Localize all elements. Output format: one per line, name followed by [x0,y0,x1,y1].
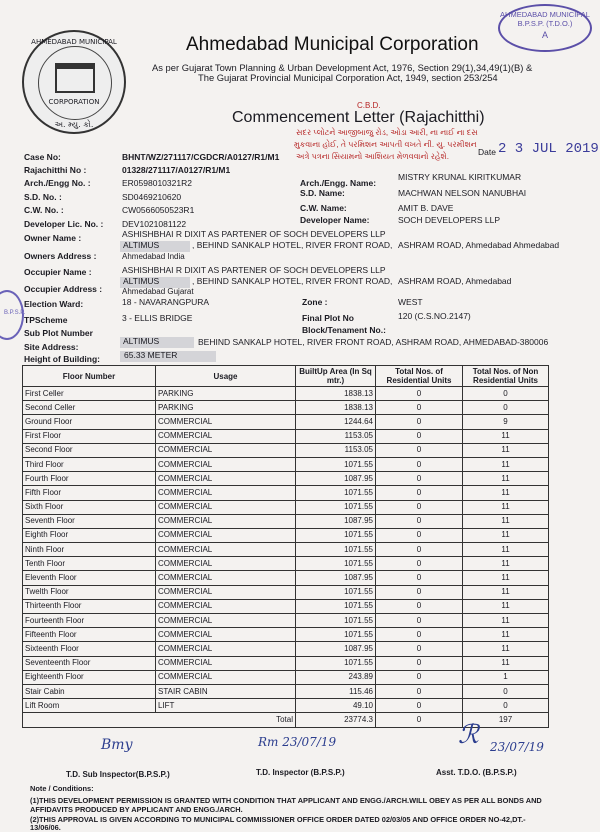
floor-name: Sixth Floor [23,500,156,514]
table-row [23,599,549,613]
seal-bottom-text: અ. મ્યુ. કો. [54,120,94,129]
owner-name-label: Owner Name : [24,233,82,243]
floor-area: 1071.55 [296,500,376,514]
table-row [23,699,549,713]
floor-area: 1071.55 [296,614,376,628]
floor-usage: COMMERCIAL [156,642,296,656]
floor-nonres-units: 11 [463,514,549,528]
floor-name: Twelth Floor [23,585,156,599]
stamp-line2: B.P.S.P. (T.D.O.) [517,19,573,28]
dev-lic-no: DEV1021081122 [122,219,187,229]
inspector-signature: Rm 23/07/19 [258,735,337,749]
side-stamp-text: B.P.S.P. [4,310,26,316]
floor-name: Lift Room [23,699,156,713]
floor-nonres-units: 11 [463,571,549,585]
cw-name-label: C.W. Name: [300,203,347,213]
floor-name: Ninth Floor [23,543,156,557]
floor-usage: COMMERCIAL [156,628,296,642]
sd-no: SD0469210620 [122,192,182,202]
floor-res-units: 0 [376,557,463,571]
zone-label: Zone : [302,297,328,307]
stamp-line1: AHMEDABAD MUNICIPAL [500,10,590,19]
floor-nonres-units: 11 [463,443,549,457]
floor-area: 1071.55 [296,457,376,471]
floor-res-units: 0 [376,472,463,486]
table-row [23,670,549,684]
inspector-label: T.D. Inspector (B.P.S.P.) [256,768,345,777]
col-residential-units: Total Nos. of Residential Units [376,366,463,387]
table-row [23,628,549,642]
floor-name: Second Floor [23,443,156,457]
cw-name: AMIT B. DAVE [398,203,454,213]
floor-usage: COMMERCIAL [156,514,296,528]
floor-area: 1838.13 [296,387,376,401]
floor-nonres-units: 11 [463,429,549,443]
cw-no-label: C.W. No. : [24,205,64,215]
floor-area: 1071.55 [296,599,376,613]
floor-nonres-units: 11 [463,557,549,571]
floor-usage: COMMERCIAL [156,557,296,571]
occupier-address-4: Ahmedabad Gujarat [122,287,194,296]
occupier-address-label: Occupier Address : [24,284,103,294]
floor-usage: COMMERCIAL [156,670,296,684]
floor-res-units: 0 [376,614,463,628]
floor-res-units: 0 [376,415,463,429]
dev-name-label: Developer Name: [300,215,370,225]
floor-nonres-units: 11 [463,543,549,557]
floor-area: 1071.55 [296,656,376,670]
floor-usage: PARKING [156,387,296,401]
table-row [23,543,549,557]
note-2-line-2: 13/06/06. [30,823,61,832]
floor-res-units: 0 [376,543,463,557]
floor-nonres-units: 11 [463,486,549,500]
table-row [23,656,549,670]
floor-nonres-units: 0 [463,699,549,713]
floor-res-units: 0 [376,457,463,471]
table-row [23,387,549,401]
floor-area: 1071.55 [296,557,376,571]
dev-lic-label: Developer Lic. No. : [24,219,104,229]
cw-no: CW0566050523R1 [122,205,195,215]
occupier-address-3: ASHRAM ROAD, Ahmedabad [398,276,512,286]
floor-name: Seventeenth Floor [23,656,156,670]
floor-usage: PARKING [156,401,296,415]
case-no: BHNT/WZ/271117/CGDCR/A0127/R1/M1 [122,152,280,162]
total-label: Total [156,713,296,727]
table-row [23,401,549,415]
site-address-label: Site Address: [24,342,79,352]
floor-nonres-units: 11 [463,472,549,486]
table-row [23,486,549,500]
table-row [23,443,549,457]
col-floor-number: Floor Number [23,366,156,387]
floor-nonres-units: 11 [463,642,549,656]
floor-area: 1071.55 [296,486,376,500]
floor-area: 1071.55 [296,528,376,542]
occupier-name-label: Occupier Name : [24,267,92,277]
floor-name: Eighteenth Floor [23,670,156,684]
rajachitthi-no: 01328/271117/A0127/R1/M1 [122,165,231,175]
owner-address-label: Owners Address : [24,251,97,261]
floor-res-units: 0 [376,642,463,656]
final-plot-no: 120 (C.S.NO.2147) [398,311,471,321]
floor-usage: STAIR CABIN [156,684,296,698]
zone: WEST [398,297,423,307]
act-line-1: As per Gujarat Town Planning & Urban Development Act, 1976, Section 29(1),34,49(1)(B) & [152,62,533,73]
sd-name: MACHWAN NELSON NANUBHAI [398,188,527,198]
date-stamp: 2 3 JUL 2019 [498,141,599,157]
floor-res-units: 0 [376,401,463,415]
floor-name: Ground Floor [23,415,156,429]
floor-nonres-units: 11 [463,656,549,670]
building-height: 65.33 METER [124,350,178,360]
tdo-label: Asst. T.D.O. (B.P.S.P.) [436,768,517,777]
owner-address-4: Ahmedabad India [122,252,185,261]
table-row [23,557,549,571]
floor-area: 115.46 [296,684,376,698]
floor-name: Eleventh Floor [23,571,156,585]
floor-area: 1153.05 [296,429,376,443]
election-ward-label: Election Ward: [24,299,84,309]
table-row [23,528,549,542]
floor-nonres-units: 0 [463,401,549,415]
sub-inspector-signature: Bmy [101,737,133,753]
floor-usage: COMMERCIAL [156,656,296,670]
floor-name: First Celler [23,387,156,401]
floor-usage: COMMERCIAL [156,585,296,599]
floor-res-units: 0 [376,670,463,684]
table-row [23,472,549,486]
floor-nonres-units: 11 [463,500,549,514]
floor-name: Fifth Floor [23,486,156,500]
table-header-row [23,366,549,387]
dev-name: SOCH DEVELOPERS LLP [398,215,501,225]
floor-res-units: 0 [376,528,463,542]
total-non-residential: 197 [463,713,549,727]
tp-scheme-label: TPScheme [24,315,68,325]
floor-area: 1153.05 [296,443,376,457]
floor-res-units: 0 [376,486,463,500]
floor-name: Seventh Floor [23,514,156,528]
occupier-address-1: ALTIMUS [123,276,160,286]
floor-area: 1087.95 [296,472,376,486]
owner-name: ASHISHBHAI R DIXIT AS PARTENER OF SOCH DEVELOPERS LLP [122,229,386,239]
amc-seal [22,30,126,134]
table-row [23,514,549,528]
table-row [23,614,549,628]
floor-name: Fourth Floor [23,472,156,486]
table-row [23,415,549,429]
table-row [23,500,549,514]
bpsp-stamp [498,4,592,52]
gujarati-note-2: મુકવાના હોઈ, તે પરમિશન આપતી વખતે ની. યુ. પરમીશન [294,140,477,149]
site-address-1: ALTIMUS [123,336,160,346]
sd-no-label: S.D. No. : [24,192,62,202]
floor-usage: COMMERCIAL [156,599,296,613]
seal-top-text: AHMEDABAD MUNICIPAL [31,38,117,46]
floor-area: 1071.55 [296,628,376,642]
floor-area-table [22,365,549,728]
total-area: 23774.3 [296,713,376,727]
floor-usage: COMMERCIAL [156,415,296,429]
floor-res-units: 0 [376,500,463,514]
floor-name: Thirteenth Floor [23,599,156,613]
floor-usage: COMMERCIAL [156,457,296,471]
occupier-name: ASHISHBHAI R DIXIT AS PARTENER OF SOCH DEVELOPERS LLP [122,265,386,275]
col-builtup-area: BuiltUp Area (In Sq mtr.) [296,366,376,387]
gujarati-note-1: સદર પ્લોટને આજીબાજુ રોડ, ઓડા આરી, ના નાઈ ના દસ [296,128,478,137]
arch-engg-name: MISTRY KRUNAL KIRITKUMAR [398,172,522,182]
floor-usage: COMMERCIAL [156,528,296,542]
height-label: Height of Building: [24,354,101,364]
letter-title: Commencement Letter (Rajachitthi) [232,109,485,126]
floor-res-units: 0 [376,514,463,528]
seal-building-icon [55,63,95,93]
table-row [23,585,549,599]
floor-res-units: 0 [376,585,463,599]
arch-engg-no: ER0598010321R2 [122,178,192,188]
floor-usage: COMMERCIAL [156,614,296,628]
floor-nonres-units: 11 [463,614,549,628]
note-2-line-1: (2)THIS APPROVAL IS GIVEN ACCORDING TO MUNICIPAL COMMISSIONER OFFICE ORDER DATED 02/03/05 AND OFFICE ORDER NO-42,DT.- [30,815,526,824]
tp-scheme: 3 - ELLIS BRIDGE [122,313,193,323]
col-non-residential-units: Total Nos. of Non Residential Units [463,366,549,387]
notes-heading: Note / Conditions: [30,784,94,793]
floor-res-units: 0 [376,699,463,713]
floor-nonres-units: 11 [463,457,549,471]
stamp-line3: A [541,30,548,40]
floor-usage: LIFT [156,699,296,713]
rajachitthi-label: Rajachitthi No : [24,165,87,175]
note-1-line-2: AFFIDAVITS PRODUCED BY APPLICANT AND ENGG./ARCH. [30,805,243,814]
floor-usage: COMMERCIAL [156,429,296,443]
arch-engg-no-label: Arch./Engg No. : [24,178,91,188]
table-row [23,684,549,698]
floor-area: 1244.64 [296,415,376,429]
date-label: Date [478,147,496,157]
floor-nonres-units: 11 [463,528,549,542]
floor-area: 1087.95 [296,514,376,528]
table-row [23,642,549,656]
sub-inspector-label: T.D. Sub Inspector(B.P.S.P.) [66,770,170,779]
case-no-label: Case No: [24,152,61,162]
seal-middle-text: CORPORATION [48,98,100,106]
floor-name: Eighth Floor [23,528,156,542]
floor-area: 1087.95 [296,642,376,656]
floor-area: 243.89 [296,670,376,684]
floor-nonres-units: 11 [463,599,549,613]
floor-nonres-units: 11 [463,585,549,599]
final-plot-label: Final Plot No [302,313,354,323]
page-title: Ahmedabad Municipal Corporation [186,34,479,55]
floor-nonres-units: 0 [463,387,549,401]
handwritten-cbd: C.B.D. [357,101,381,110]
owner-address-3: ASHRAM ROAD, Ahmedabad Ahmedabad [398,240,560,250]
table-row [23,429,549,443]
act-line-2: The Gujarat Provincial Municipal Corporation Act, 1949, section 253/254 [198,72,498,83]
election-ward: 18 - NAVARANGPURA [122,297,210,307]
floor-area: 1838.13 [296,401,376,415]
floor-nonres-units: 9 [463,415,549,429]
arch-engg-name-label: Arch./Engg. Name: [300,178,377,188]
floor-res-units: 0 [376,443,463,457]
side-stamp [0,290,24,340]
floor-area: 1071.55 [296,543,376,557]
floor-res-units: 0 [376,387,463,401]
total-residential: 0 [376,713,463,727]
floor-res-units: 0 [376,656,463,670]
floor-usage: COMMERCIAL [156,443,296,457]
floor-area: 1071.55 [296,585,376,599]
floor-area: 49.10 [296,699,376,713]
floor-nonres-units: 1 [463,670,549,684]
floor-nonres-units: 11 [463,628,549,642]
floor-area: 1087.95 [296,571,376,585]
note-1-line-1: (1)THIS DEVELOPMENT PERMISSION IS GRANTED WITH CONDITION THAT APPLICANT AND ENGG./ARCH.WILL OBEY AS PER ALL BONDS AND [30,796,542,805]
occupier-address-2: , BEHIND SANKALP HOTEL, RIVER FRONT ROAD, [192,276,393,286]
floor-name: Stair Cabin [23,684,156,698]
table-row [23,457,549,471]
floor-usage: COMMERCIAL [156,543,296,557]
block-label: Block/Tenament No.: [302,325,386,335]
floor-name: Tenth Floor [23,557,156,571]
gujarati-note-3: અત્રે પત્રના સિયામનો આશિયત મેળવવાનો રહેશે. [296,152,449,161]
floor-name: Second Celler [23,401,156,415]
floor-usage: COMMERCIAL [156,486,296,500]
floor-res-units: 0 [376,599,463,613]
floor-usage: COMMERCIAL [156,472,296,486]
owner-address-2: , BEHIND SANKALP HOTEL, RIVER FRONT ROAD, [192,240,393,250]
floor-res-units: 0 [376,571,463,585]
sub-plot-label: Sub Plot Number [24,328,93,338]
floor-name: Fourteenth Floor [23,614,156,628]
floor-name: First Floor [23,429,156,443]
floor-nonres-units: 0 [463,684,549,698]
owner-address-1: ALTIMUS [123,240,160,250]
table-row [23,571,549,585]
floor-res-units: 0 [376,429,463,443]
col-usage: Usage [156,366,296,387]
sd-name-label: S.D. Name: [300,188,345,198]
floor-name: Fifteenth Floor [23,628,156,642]
site-address-2: BEHIND SANKALP HOTEL, RIVER FRONT ROAD, ASHRAM ROAD, AHMEDABAD-380006 [198,337,549,347]
floor-usage: COMMERCIAL [156,571,296,585]
tdo-signature: 23/07/19 [490,740,544,754]
tdo-signature-mark: ℛ [458,720,479,750]
floor-usage: COMMERCIAL [156,500,296,514]
floor-res-units: 0 [376,684,463,698]
floor-res-units: 0 [376,628,463,642]
floor-name: Third Floor [23,457,156,471]
floor-name: Sixteenth Floor [23,642,156,656]
